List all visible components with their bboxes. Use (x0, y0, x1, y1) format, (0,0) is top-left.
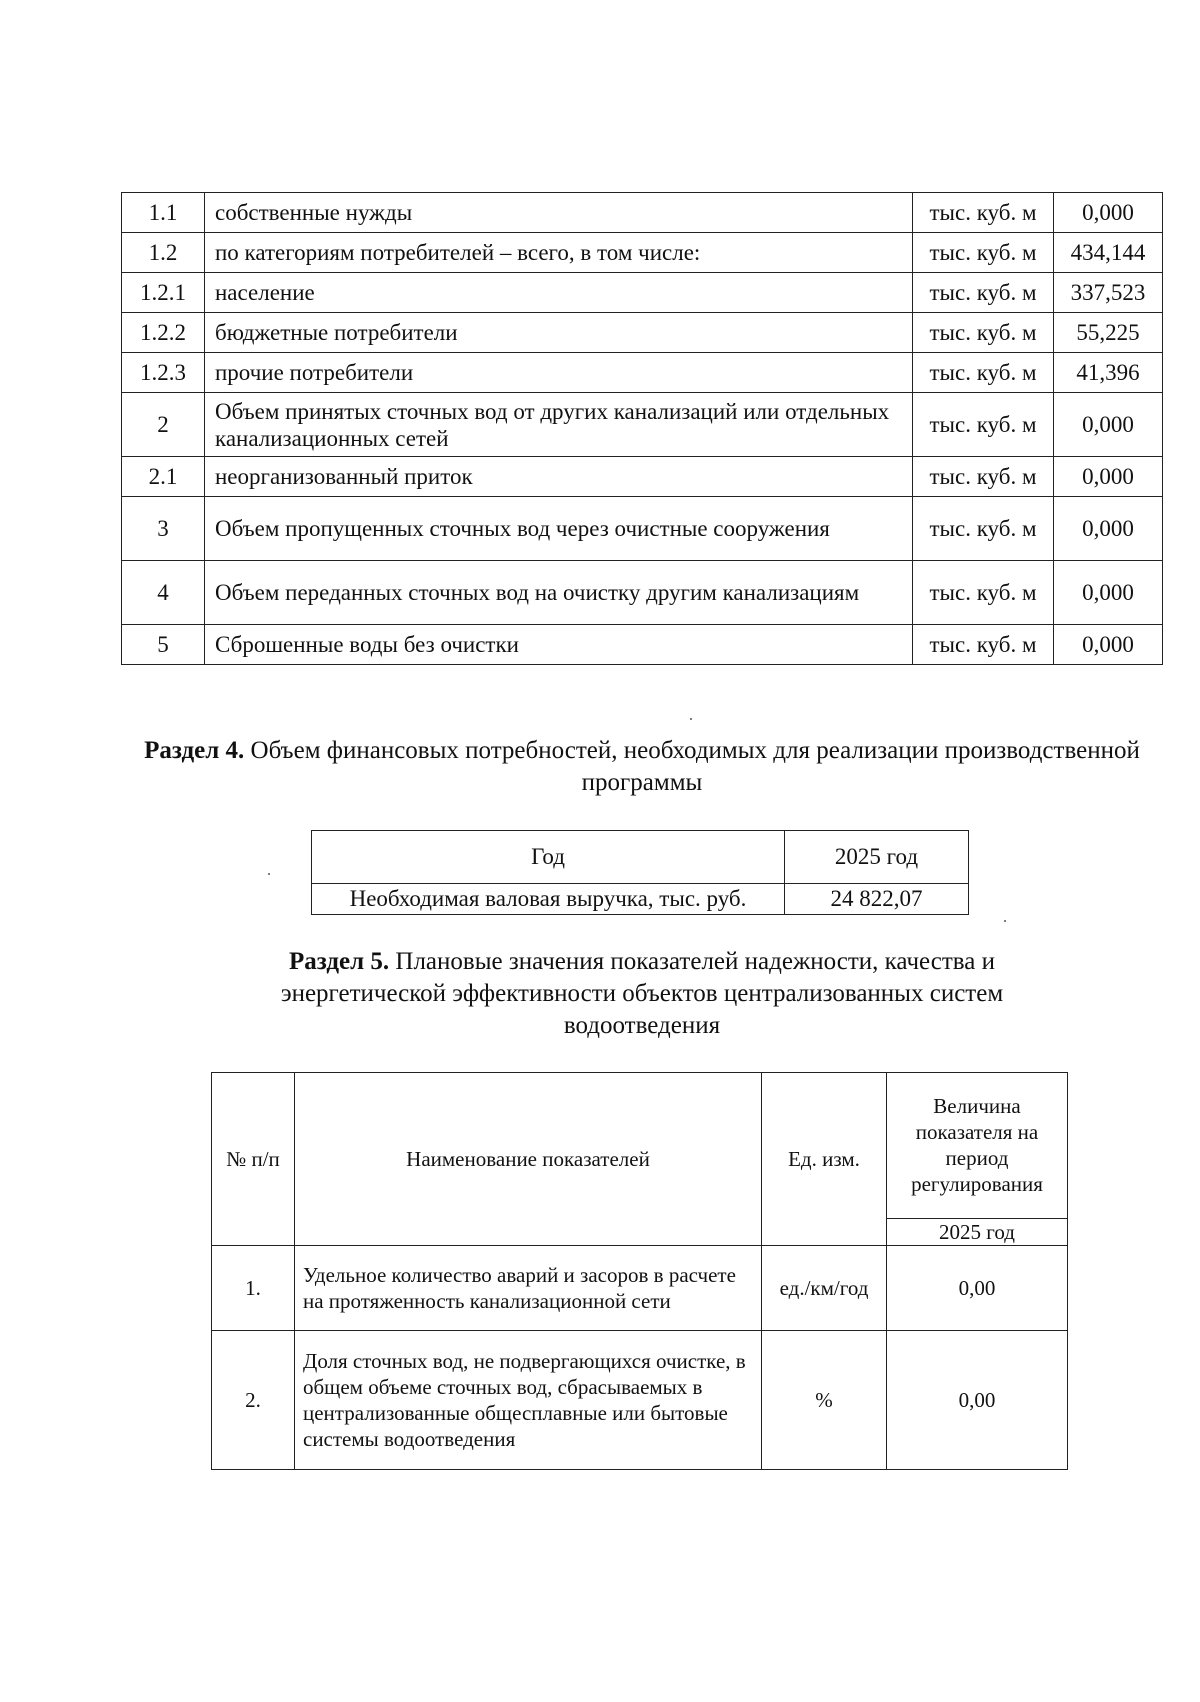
row-number: 4 (122, 561, 205, 625)
wastewater-volume-table (121, 192, 1163, 665)
row-name: бюджетные потребители (205, 313, 913, 353)
row-value: 55,225 (1054, 313, 1163, 353)
row-unit: тыс. куб. м (913, 233, 1054, 273)
row-value: 0,000 (1054, 393, 1163, 457)
row-unit: тыс. куб. м (913, 457, 1054, 497)
row-number: 2.1 (122, 457, 205, 497)
row-number: 1. (212, 1246, 295, 1331)
table-row (122, 193, 1163, 233)
indicators-table (211, 1072, 1068, 1470)
row-unit: тыс. куб. м (913, 625, 1054, 665)
section-5-title: Плановые значения показателей надежности, качества и энергетической эффективности объектов централизованных систем водоотведения (280, 948, 1004, 1039)
row-name: неорганизованный приток (205, 457, 913, 497)
table-row (122, 273, 1163, 313)
row-number: 2. (212, 1331, 295, 1470)
header-unit: Ед. изм. (762, 1073, 887, 1246)
section-4-heading (121, 735, 1163, 799)
row-name: население (205, 273, 913, 313)
row-value: 0,000 (1054, 561, 1163, 625)
row-unit: тыс. куб. м (913, 273, 1054, 313)
header-year: 2025 год (887, 1218, 1068, 1245)
row-unit: тыс. куб. м (913, 393, 1054, 457)
row-unit: ед./км/год (762, 1246, 887, 1331)
row-unit: % (762, 1331, 887, 1470)
row-value: 0,000 (1054, 625, 1163, 665)
row-value: 434,144 (1054, 233, 1163, 273)
table-row (122, 457, 1163, 497)
row-value: 337,523 (1054, 273, 1163, 313)
row-number: 5 (122, 625, 205, 665)
table-row (122, 393, 1163, 457)
row-name: Объем переданных сточных вод на очистку другим канализациям (205, 561, 913, 625)
row-value: 0,000 (1054, 497, 1163, 561)
table-row (122, 561, 1163, 625)
table-row (122, 625, 1163, 665)
row-number: 1.2.2 (122, 313, 205, 353)
table-row (122, 233, 1163, 273)
row-name: Объем принятых сточных вод от других канализаций или отдельных канализационных сетей (205, 393, 913, 457)
row-value: 0,00 (887, 1331, 1068, 1470)
table-header-row (212, 1073, 1068, 1219)
table-row (312, 884, 969, 915)
row-value: 0,00 (887, 1246, 1068, 1331)
section-4-title: Объем финансовых потребностей, необходимых для реализации производственной программы (250, 737, 1140, 796)
row-name: Доля сточных вод, не подвергающихся очистке, в общем объеме сточных вод, сбрасываемых в централизованные общесплавные или бытовые системы водоотведения (295, 1331, 762, 1470)
section-5-heading (121, 946, 1163, 1042)
revenue-value: 24 822,07 (785, 884, 969, 915)
row-unit: тыс. куб. м (913, 353, 1054, 393)
row-number: 3 (122, 497, 205, 561)
row-name: Удельное количество аварий и засоров в расчете на протяженность канализационной сети (295, 1246, 762, 1331)
row-name: Объем пропущенных сточных вод через очистные сооружения (205, 497, 913, 561)
year-value-header: 2025 год (785, 831, 969, 884)
table-row (212, 1246, 1068, 1331)
scan-speck (1004, 920, 1006, 922)
row-number: 1.1 (122, 193, 205, 233)
row-name: Сброшенные воды без очистки (205, 625, 913, 665)
row-name: по категориям потребителей – всего, в том числе: (205, 233, 913, 273)
row-unit: тыс. куб. м (913, 497, 1054, 561)
row-number: 1.2.1 (122, 273, 205, 313)
table-row (122, 497, 1163, 561)
row-value: 41,396 (1054, 353, 1163, 393)
header-name: Наименование показателей (295, 1073, 762, 1246)
row-value: 0,000 (1054, 457, 1163, 497)
scan-speck (690, 718, 692, 720)
table-header-row (312, 831, 969, 884)
row-unit: тыс. куб. м (913, 193, 1054, 233)
header-value: Величина показателя на период регулирования (887, 1073, 1068, 1219)
header-number: № п/п (212, 1073, 295, 1246)
scan-speck (268, 873, 270, 875)
year-header: Год (312, 831, 785, 884)
revenue-label: Необходимая валовая выручка, тыс. руб. (312, 884, 785, 915)
table-row (122, 313, 1163, 353)
section-5-label: Раздел 5. (289, 948, 390, 975)
table-row (122, 353, 1163, 393)
row-number: 2 (122, 393, 205, 457)
row-value: 0,000 (1054, 193, 1163, 233)
row-number: 1.2 (122, 233, 205, 273)
row-number: 1.2.3 (122, 353, 205, 393)
row-name: собственные нужды (205, 193, 913, 233)
row-name: прочие потребители (205, 353, 913, 393)
table-row (212, 1331, 1068, 1470)
row-unit: тыс. куб. м (913, 561, 1054, 625)
row-unit: тыс. куб. м (913, 313, 1054, 353)
financial-needs-table (311, 830, 969, 915)
section-4-label: Раздел 4. (144, 737, 245, 764)
